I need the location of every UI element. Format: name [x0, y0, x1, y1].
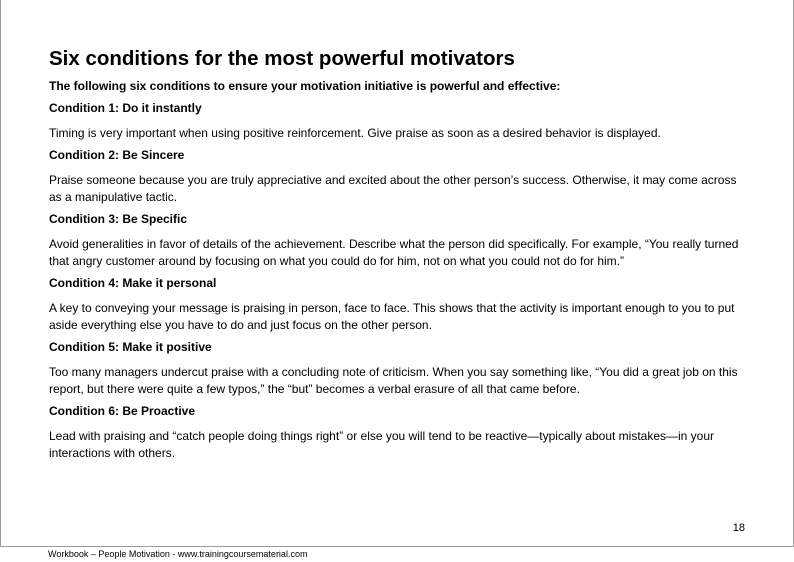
- page-content: [49, 44, 749, 467]
- condition-heading: Condition 2: Be Sincere: [49, 148, 185, 162]
- intro-text: The following six conditions to ensure your motivation initiative is powerful and effective:: [49, 79, 561, 93]
- condition-1: [49, 100, 749, 142]
- condition-heading: Condition 4: Make it personal: [49, 276, 217, 290]
- condition-heading: Condition 6: Be Proactive: [49, 404, 196, 418]
- condition-body: Avoid generalities in favor of details of the achievement. Describe what the person did specifically. For example, “You really turned that angry customer around by focusing on what you could do for him, not on what you could not do for him.”: [49, 237, 739, 268]
- condition-heading: Condition 5: Make it positive: [49, 340, 212, 354]
- page-footer: Workbook – People Motivation - www.trainingcoursematerial.com: [48, 549, 308, 559]
- condition-body: Timing is very important when using positive reinforcement. Give praise as soon as a desired behavior is displayed.: [49, 126, 661, 140]
- condition-body: Praise someone because you are truly appreciative and excited about the other person’s success. Otherwise, it may come across as a manipulative tactic.: [49, 173, 737, 204]
- condition-body: Too many managers undercut praise with a concluding note of criticism. When you say something like, “You did a great job on this report, but there were quite a few typos,” the “but” becomes a verbal erasure of all that came before.: [49, 365, 738, 396]
- condition-body: Lead with praising and “catch people doing things right” or else you will tend to be reactive—typically about mistakes—in your interactions with others.: [49, 429, 715, 460]
- condition-5: [49, 339, 749, 398]
- condition-3: [49, 211, 749, 270]
- condition-2: [49, 147, 749, 206]
- condition-4: [49, 275, 749, 334]
- page-number: 18: [732, 522, 745, 534]
- condition-6: [49, 403, 749, 462]
- page-title: Six conditions for the most powerful motivators: [49, 47, 515, 70]
- condition-body: A key to conveying your message is praising in person, face to face. This shows that the activity is important enough to you to put aside everything else you have to do and just focus on the other person.: [49, 301, 735, 332]
- condition-heading: Condition 3: Be Specific: [49, 212, 188, 226]
- condition-heading: Condition 1: Do it instantly: [49, 101, 202, 115]
